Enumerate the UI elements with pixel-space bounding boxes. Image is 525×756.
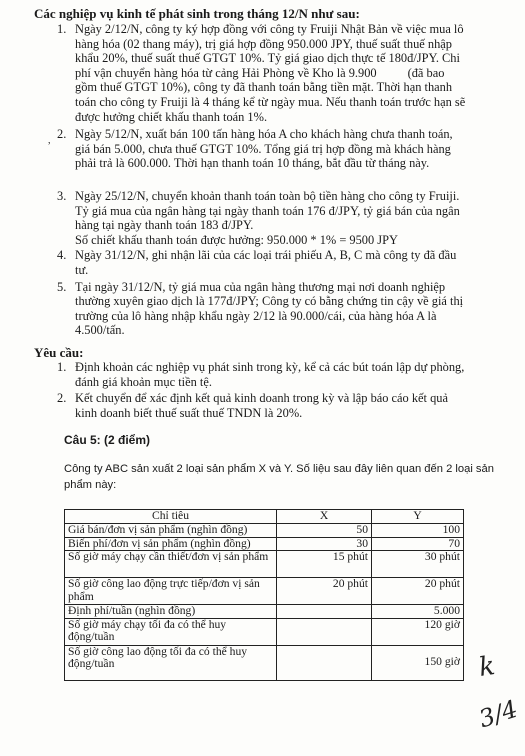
header-y: Y: [372, 510, 464, 524]
transactions-list: [48, 22, 500, 338]
text-line: Định khoản các nghiệp vụ phát sinh trong kỳ, kể cả các bút toán lập dự phòng,: [75, 360, 465, 374]
text-line: đánh giá khoản mục tiền tệ.: [75, 374, 212, 389]
cell-y: 70: [372, 537, 464, 551]
cell-x: 30: [277, 537, 372, 551]
cell-x: 15 phút: [277, 551, 372, 578]
text-line: Kết chuyển để xác định kết quả kinh doanh trong kỳ và lập báo cáo kết quả: [75, 391, 448, 406]
table-row: [65, 551, 464, 578]
item-number: 3.: [57, 188, 67, 203]
table-header-row: [65, 510, 464, 524]
text-line: Ngày 2/12/N, công ty ký hợp đồng với công ty Fruiji Nhật Bản về việc mua lô: [75, 22, 464, 36]
cell-x: [277, 618, 372, 645]
item-number: 2.: [57, 391, 67, 406]
text-line: Tại ngày 31/12/N, tỷ giá mua của ngân hàng thương mại nơi doanh nghiệp: [75, 279, 446, 294]
row-label: Số giờ máy chạy cần thiết/đơn vị sản phẩm: [65, 551, 277, 578]
requirement-item-2: [57, 391, 505, 420]
transaction-item-2: [48, 127, 500, 171]
item-number: 1.: [57, 22, 67, 36]
table-row: [65, 578, 464, 605]
row-label: Số giờ máy chạy tối đa có thể huy động/tuần: [65, 618, 277, 645]
text-line: kinh doanh biết thuế suất thuế TNDN là 20%.: [75, 405, 303, 420]
text-line: gồm thuế GTGT 10%), công ty đã thanh toán bằng tiền mặt. Thời hạn thanh: [75, 80, 453, 95]
table-row: [65, 605, 464, 619]
transaction-item-3: [57, 188, 500, 247]
text-line: Công ty ABC sản xuất 2 loại sản phẩm X và Y. Số liệu sau đây liên quan đến 2 loại sản: [64, 463, 494, 475]
transaction-item-1: [57, 22, 500, 124]
table-row: [65, 524, 464, 538]
text-line: giá bán 5.000, chưa thuế GTGT 10%. Tổng giá trị hợp đồng mà khách hàng: [75, 141, 451, 156]
product-data-table: [64, 509, 464, 681]
item-number: 1.: [57, 360, 67, 374]
text-line: hàng hóa (02 thang máy), trị giá hợp đồng 950.000 JPY, thuế suất thuế nhập: [75, 36, 452, 51]
cell-x: [277, 605, 372, 619]
row-label: Biến phí/đơn vị sản phẩm (nghìn đồng): [65, 537, 277, 551]
section-title-transactions: Các nghiệp vụ kinh tế phát sinh trong tháng 12/N như sau:: [34, 6, 360, 21]
requirement-item-1: [57, 360, 505, 389]
table-row: [65, 645, 464, 680]
text-line: 4.500/tấn.: [75, 323, 125, 338]
requirements-list: [57, 360, 505, 420]
cell-y: 20 phút: [372, 578, 464, 605]
cell-x: 20 phút: [277, 578, 372, 605]
text-line: tư.: [75, 262, 89, 277]
header-indicator: Chỉ tiêu: [65, 510, 277, 524]
question-5-intro: [64, 461, 494, 493]
text-line: được hưởng chiết khấu thanh toán 1%.: [75, 109, 268, 124]
table-row: [65, 618, 464, 645]
item-number: 2.: [57, 127, 67, 142]
text-line: trường của lô hàng nhập khẩu ngày 2/12 là 90.000/cái, của hàng hóa A là: [75, 308, 437, 323]
handwritten-mark: k: [476, 651, 497, 683]
text-line: phẩm này:: [64, 479, 117, 491]
text-line: thường xuyên giao dịch là 177đ/JPY; Công ty có bằng chứng tin cậy về giá thị: [75, 294, 464, 309]
transaction-item-4: [57, 248, 500, 277]
text-line: Số chiết khấu thanh toán được hưởng: 950.000 * 1% = 9500 JPY: [75, 232, 398, 247]
section-title-requirements: Yêu cầu:: [34, 345, 84, 360]
header-x: X: [277, 510, 372, 524]
page-number: 3/4: [475, 694, 522, 734]
stray-mark-icon: ,: [48, 135, 51, 147]
row-label: Giá bán/đơn vị sản phẩm (nghìn đồng): [65, 524, 277, 538]
text-line: khẩu 20%, thuế suất thuế GTGT 10%. Tỷ giá giao dịch thực tế 180đ/JPY. Chi: [75, 51, 460, 66]
text-line: Ngày 5/12/N, xuất bán 100 tấn hàng hóa A cho khách hàng chưa thanh toán,: [75, 127, 453, 142]
cell-y: 30 phút: [372, 551, 464, 578]
row-label: Số giờ công lao động tối đa có thể huy động/tuần: [65, 645, 277, 680]
cell-x: [277, 645, 372, 680]
row-label: Số giờ công lao động trực tiếp/đơn vị sản phẩm: [65, 578, 277, 605]
transaction-item-5: [57, 279, 500, 338]
text-line: hàng tại ngày thanh toán 183 đ/JPY.: [75, 218, 254, 233]
text-line: Ngày 31/12/N, ghi nhận lãi của các loại trái phiếu A, B, C mà công ty đã đầu: [75, 248, 457, 263]
table-row: [65, 537, 464, 551]
item-number: 5.: [57, 279, 67, 294]
cell-x: 50: [277, 524, 372, 538]
cell-y: 150 giờ: [372, 645, 464, 680]
row-label: Định phí/tuần (nghìn đồng): [65, 605, 277, 619]
text-line: Ngày 25/12/N, chuyển khoản thanh toán toàn bộ tiền hàng cho công ty Fruiji.: [75, 188, 460, 203]
text-line: Tỷ giá mua của ngân hàng tại ngày thanh toán 176 đ/JPY, tỷ giá bán của ngân: [75, 203, 460, 218]
question-5-title: Câu 5: (2 điểm): [64, 433, 151, 447]
item-number: 4.: [57, 248, 67, 263]
text-line: toán cho công ty Fruiji là 4 tháng kể từ ngày mua. Nếu thanh toán trước hạn sẽ: [75, 94, 466, 109]
cell-y: 100: [372, 524, 464, 538]
cell-y: 120 giờ: [372, 618, 464, 645]
text-line: phí vận chuyển hàng hóa từ cảng Hải Phòng về Kho là 9.900 (đã bao: [75, 65, 445, 80]
text-line: phải trả là 600.000. Thời hạn thanh toán 10 tháng, bắt đầu từ tháng này.: [75, 156, 430, 171]
cell-y: 5.000: [372, 605, 464, 619]
